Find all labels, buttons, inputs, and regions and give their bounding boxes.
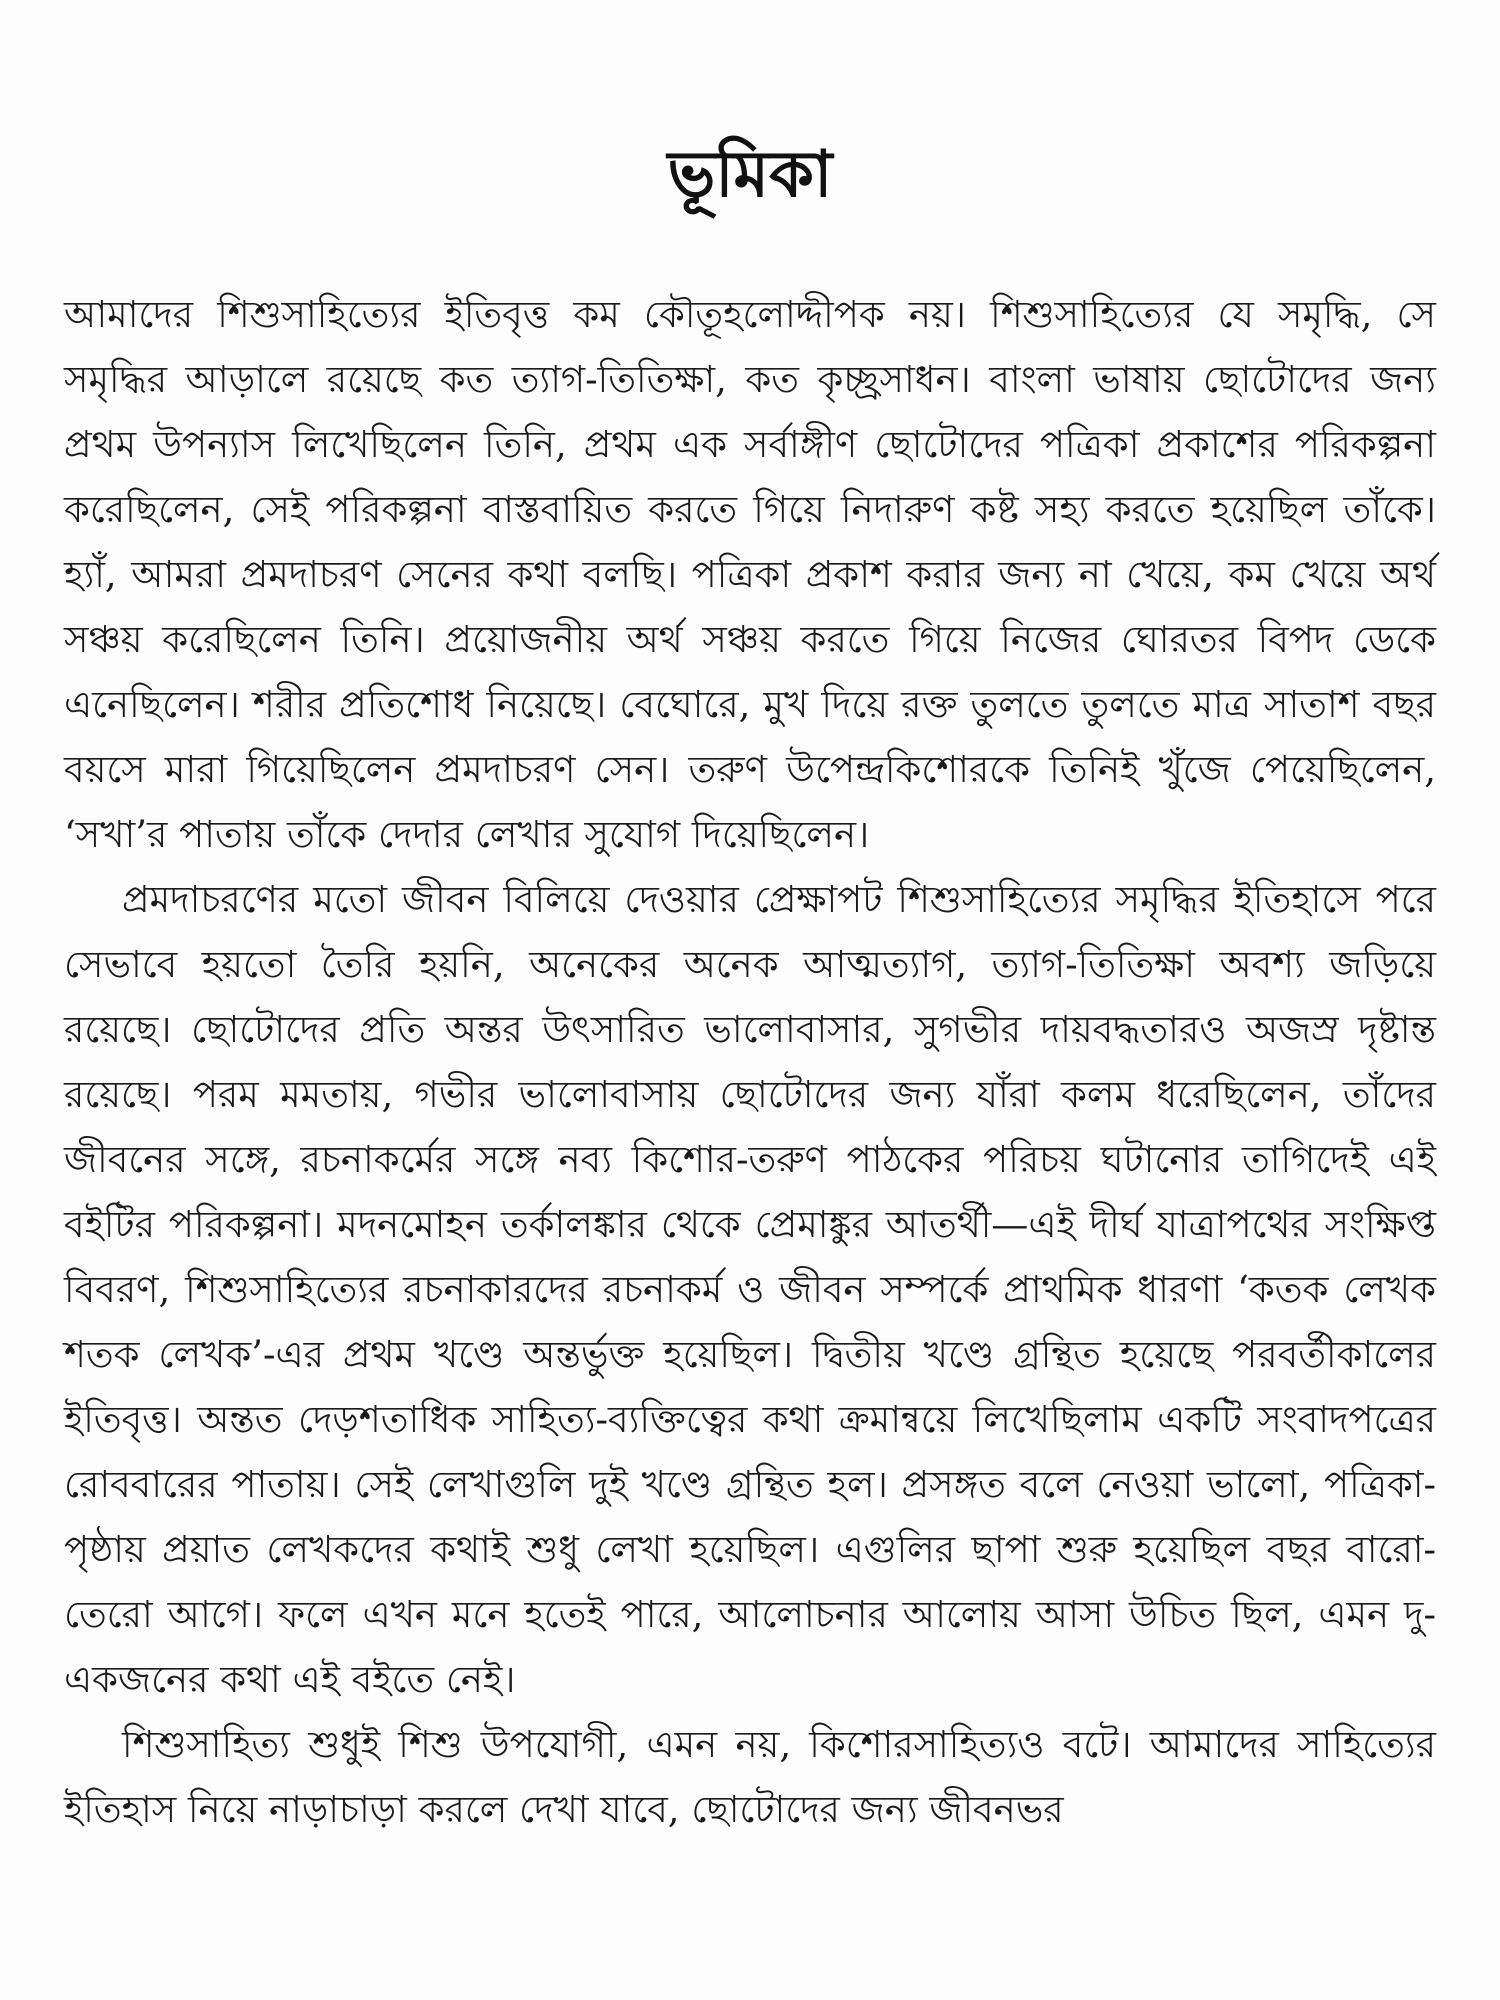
paragraph-2: প্রমদাচরণের মতো জীবন বিলিয়ে দেওয়ার প্রেক্ষাপট শিশুসাহিত্যের সমৃদ্ধির ইতিহাসে পরে সেভাবে হয়তো তৈরি হয়নি, অনেকের অনেক আত্মত্যাগ, ত্যাগ-তিতিক্ষা অবশ্য জড়িয়ে রয়েছে। ছোটোদের প্রতি অন্তর উৎসারিত ভালোবাসার, সুগভীর দায়বদ্ধতারও অজস্র দৃষ্টান্ত রয়েছে। পরম মমতায়, গভীর ভালোবাসায় ছোটোদের জন্য যাঁরা কলম ধরেছিলেন, তাঁদের জীবনের সঙ্গে, রচনাকর্মের সঙ্গে নব্য কিশোর-তরুণ পাঠকের পরিচয় ঘটানোর তাগিদেই এই বইটির পরিকল্পনা। মদনমোহন তর্কালঙ্কার থেকে প্রেমাঙ্কুর আতর্থী—এই দীর্ঘ যাত্রাপথের সংক্ষিপ্ত বিবরণ, শিশুসাহিত্যের রচনাকারদের রচনাকর্ম ও জীবন সম্পর্কে প্রাথমিক ধারণা ‘কতক লেখক শতক লেখক’-এর প্রথম খণ্ডে অন্তর্ভুক্ত হয়েছিল। দ্বিতীয় খণ্ডে গ্রন্থিত হয়েছে পরবর্তীকালের ইতিবৃত্ত। অন্তত দেড়শতাধিক সাহিত্য-ব্যক্তিত্বের কথা ক্রমান্বয়ে লিখেছিলাম একটি সংবাদপত্রের রোববারের পাতায়। সেই লেখাগুলি দুই খণ্ডে গ্রন্থিত হল। প্রসঙ্গত বলে নেওয়া ভালো, পত্রিকা-পৃষ্ঠায় প্রয়াত লেখকদের কথাই শুধু লেখা হয়েছিল। এগুলির ছাপা শুরু হয়েছিল বছর বারো-তেরো আগে। ফলে এখন মনে হতেই পারে, আলোচনার আলোয় আসা উচিত ছিল, এমন দু-একজনের কথা এই বইতে নেই। bbox=[64, 878, 1436, 1701]
paragraph-3: শিশুসাহিত্য শুধুই শিশু উপযোগী, এমন নয়, কিশোরসাহিত্যও বটে। আমাদের সাহিত্যের ইতিহাস নিয়ে নাড়াচাড়া করলে দেখা যাবে, ছোটোদের জন্য জীবনভর bbox=[64, 1723, 1436, 1831]
body-text bbox=[64, 282, 1436, 1842]
paragraph-1: আমাদের শিশুসাহিত্যের ইতিবৃত্ত কম কৌতূহলোদ্দীপক নয়। শিশুসাহিত্যের যে সমৃদ্ধি, সে সমৃদ্ধির আড়ালে রয়েছে কত ত্যাগ-তিতিক্ষা, কত কৃচ্ছ্রসাধন। বাংলা ভাষায় ছোটোদের জন্য প্রথম উপন্যাস লিখেছিলেন তিনি, প্রথম এক সর্বাঙ্গীণ ছোটোদের পত্রিকা প্রকাশের পরিকল্পনা করেছিলেন, সেই পরিকল্পনা বাস্তবায়িত করতে গিয়ে নিদারুণ কষ্ট সহ্য করতে হয়েছিল তাঁকে। হ্যাঁ, আমরা প্রমদাচরণ সেনের কথা বলছি। পত্রিকা প্রকাশ করার জন্য না খেয়ে, কম খেয়ে অর্থ সঞ্চয় করেছিলেন তিনি। প্রয়োজনীয় অর্থ সঞ্চয় করতে গিয়ে নিজের ঘোরতর বিপদ ডেকে এনেছিলেন। শরীর প্রতিশোধ নিয়েছে। বেঘোরে, মুখ দিয়ে রক্ত তুলতে তুলতে মাত্র সাতাশ বছর বয়সে মারা গিয়েছিলেন প্রমদাচরণ সেন। তরুণ উপেন্দ্রকিশোরকে তিনিই খুঁজে পেয়েছিলেন, ‘সখা’র পাতায় তাঁকে দেদার লেখার সুযোগ দিয়েছিলেন। bbox=[64, 293, 1436, 856]
page-title: ভূমিকা bbox=[667, 136, 833, 212]
